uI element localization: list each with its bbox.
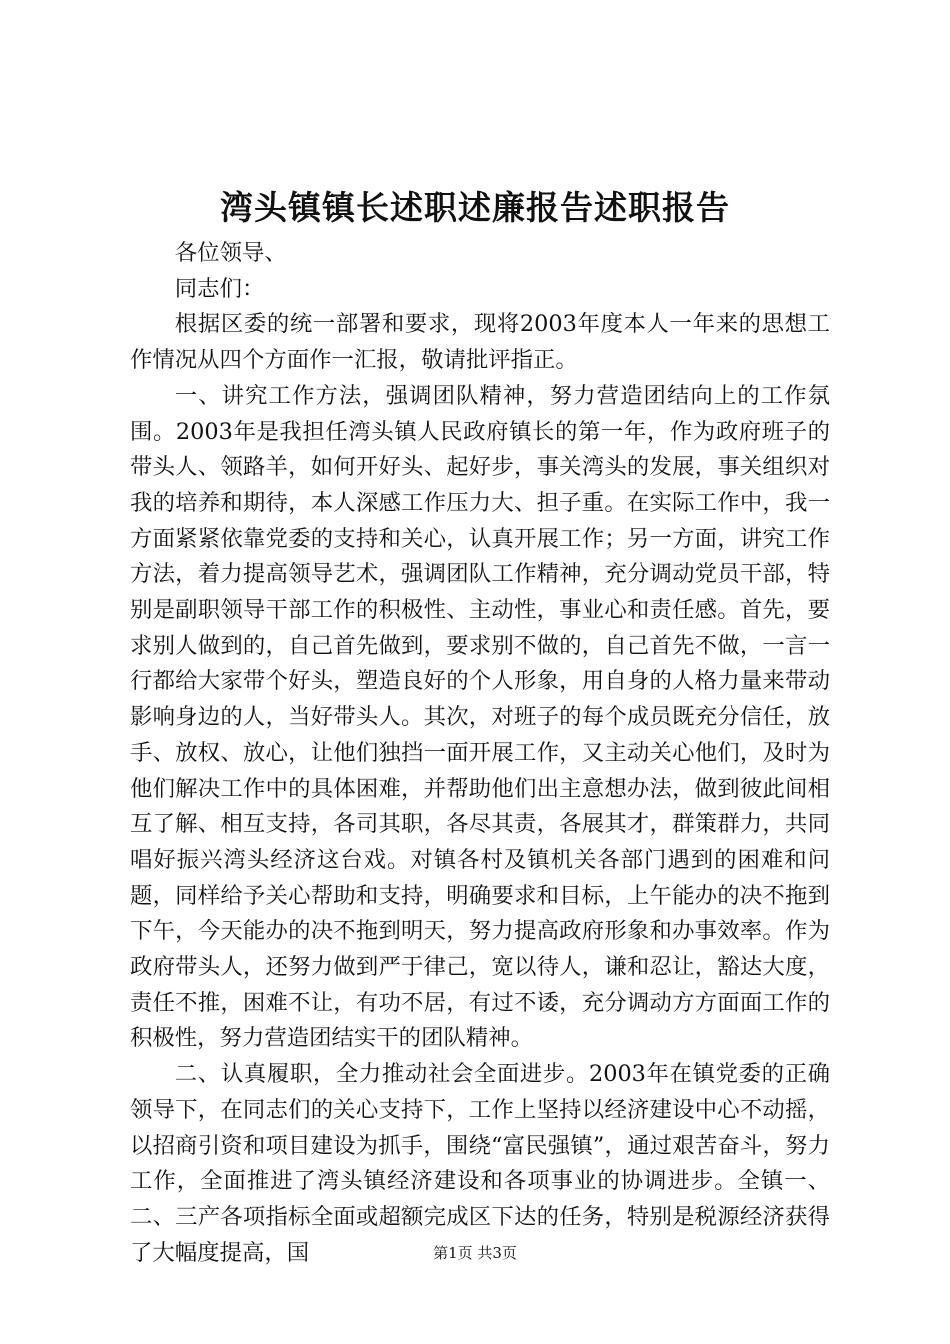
document-body bbox=[130, 236, 830, 1271]
paragraph-section-1: 一、讲究工作方法，强调团队精神，努力营造团结向上的工作氛围。2003年是我担任湾头镇人民政府镇长的第一年，作为政府班子的带头人、领路羊，如何开好头、起好步，事关湾头的发展，事关组织对我的培养和期待，本人深感工作压力大、担子重。在实际工作中，我一方面紧紧依靠党委的支持和关心，认真开展工作；另一方面，讲究工作方法，着力提高领导艺术，强调团队工作精神，充分调动党员干部，特别是副职领导干部工作的积极性、主动性，事业心和责任感。首先，要求别人做到的，自己首先做到，要求别不做的，自己首先不做，一言一行都给大家带个好头，塑造良好的个人形象，用自身的人格力量来带动影响身边的人，当好带头人。其次，对班子的每个成员既充分信任，放手、放权、放心，让他们独挡一面开展工作，又主动关心他们，及时为他们解决工作中的具体困难，并帮助他们出主意想办法，做到彼此间相互了解、相互支持，各司其职，各尽其责，各展其才，群策群力，共同唱好振兴湾头经济这台戏。对镇各村及镇机关各部门遇到的困难和问题，同样给予关心帮助和支持，明确要求和目标，上午能办的决不拖到下午，今天能办的决不拖到明天，努力提高政府形象和办事效率。作为政府带头人，还努力做到严于律己，宽以待人，谦和忍让，豁达大度，责任不推，困难不让，有功不居，有过不诿，充分调动方方面面工作的积极性，努力营造团结实干的团队精神。 bbox=[130, 382, 830, 1052]
paragraph-intro: 根据区委的统一部署和要求，现将2003年度本人一年来的思想工作情况从四个方面作一汇报，敬请批评指正。 bbox=[130, 311, 830, 374]
page-number: 第1页 共3页 bbox=[433, 1244, 517, 1262]
salutation-line: 各位领导、 bbox=[174, 240, 287, 266]
page-title: 湾头镇镇长述职述廉报告述职报告 bbox=[220, 188, 730, 227]
paragraph-section-2: 二、认真履职，全力推动社会全面进步。2003年在镇党委的正确领导下，在同志们的关心支持下，工作上坚持以经济建设中心不动摇，以招商引资和项目建设为抓手，围绕“富民强镇”，通过艰苦奋斗，努力工作，全面推进了湾头镇经济建设和各项事业的协调进步。全镇一、二、三产各项指标全面或超额完成区下达的任务，特别是税源经济获得了大幅度提高，国 bbox=[130, 1061, 830, 1266]
salutation-line: 同志们： bbox=[174, 275, 265, 302]
